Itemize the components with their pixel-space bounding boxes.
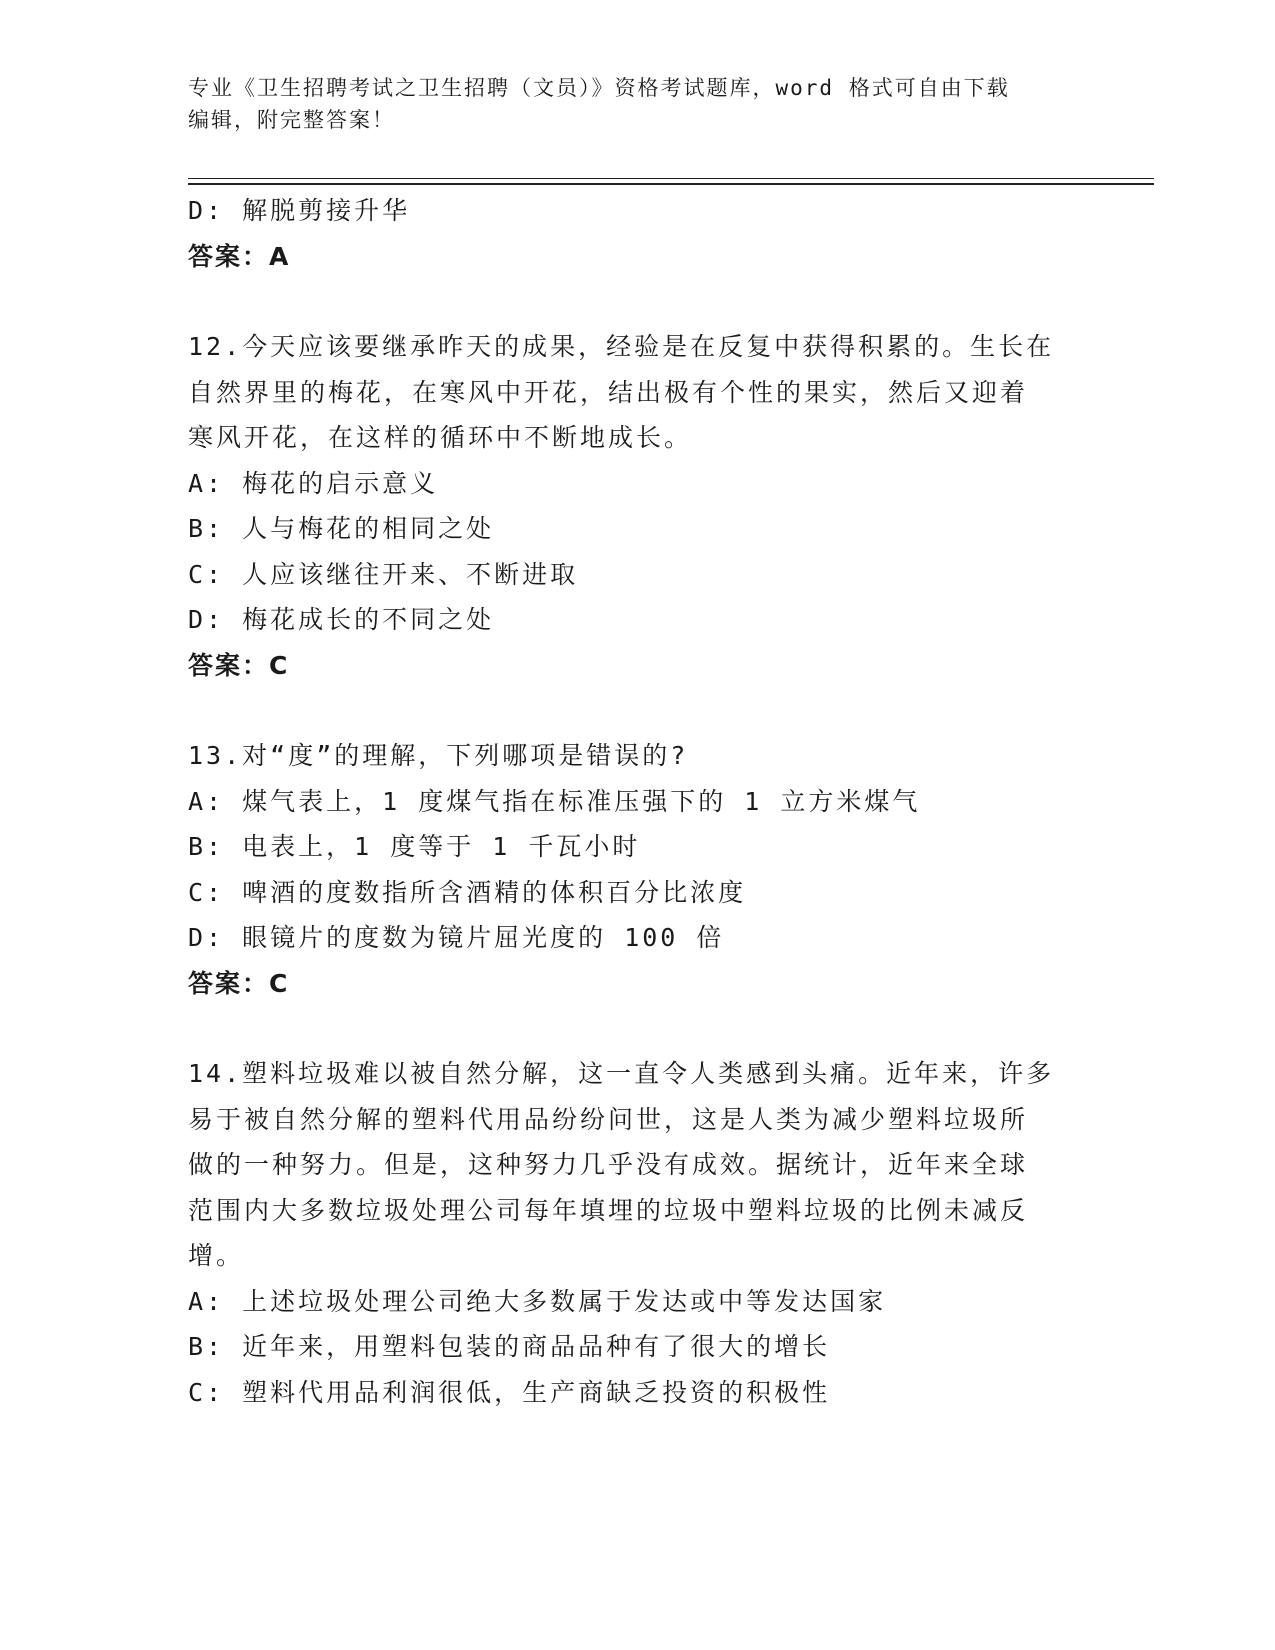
previous-question-tail — [188, 188, 1088, 279]
option-a: A: 上述垃圾处理公司绝大多数属于发达或中等发达国家 — [188, 1286, 887, 1316]
question-stem-line: 14.塑料垃圾难以被自然分解，这一直令人类感到头痛。近年来，许多 — [188, 1059, 1055, 1088]
question-stem-line: 增。 — [188, 1241, 245, 1270]
question-stem-line: 13.对“度”的理解，下列哪项是错误的? — [188, 741, 689, 770]
question-stem-line: 范围内大多数垃圾处理公司每年填埋的垃圾中塑料垃圾的比例未减反 — [188, 1195, 1029, 1225]
question-stem-line: 12.今天应该要继承昨天的成果，经验是在反复中获得积累的。生长在 — [188, 332, 1055, 361]
spacer — [188, 1006, 1088, 1051]
spacer — [188, 688, 1088, 733]
option-d: D: 眼镜片的度数为镜片屈光度的 100 倍 — [188, 923, 725, 952]
header-line-1: 专业《卫生招聘考试之卫生招聘（文员）》资格考试题库，word 格式可自由下载 — [188, 76, 1010, 100]
option-c: C: 塑料代用品利润很低，生产商缺乏投资的积极性 — [188, 1377, 831, 1407]
header-rule-thick — [188, 183, 1154, 185]
question-stem-line: 易于被自然分解的塑料代用品纷纷问世，这是人类为减少塑料垃圾所 — [188, 1104, 1029, 1134]
answer-line: 答案：A — [188, 241, 291, 271]
question-13 — [188, 733, 1088, 1006]
spacer — [188, 279, 1088, 324]
option-c: C: 啤酒的度数指所含酒精的体积百分比浓度 — [188, 877, 747, 907]
option-d: D: 梅花成长的不同之处 — [188, 605, 495, 634]
option-d: D: 解脱剪接升华 — [188, 196, 411, 225]
option-b: B: 电表上，1 度等于 1 千瓦小时 — [188, 832, 641, 861]
option-b: B: 人与梅花的相同之处 — [188, 514, 495, 543]
answer-line: 答案：C — [188, 650, 290, 680]
question-14 — [188, 1051, 1088, 1415]
header-line-2: 编辑，附完整答案！ — [188, 108, 395, 132]
option-a: A: 梅花的启示意义 — [188, 468, 439, 498]
document-header — [188, 72, 1088, 136]
header-rule-thin — [188, 178, 1154, 179]
question-stem-line: 寒风开花，在这样的循环中不断地成长。 — [188, 423, 693, 452]
question-stem-line: 自然界里的梅花，在寒风中开花，结出极有个性的果实，然后又迎着 — [188, 377, 1029, 407]
option-b: B: 近年来，用塑料包装的商品品种有了很大的增长 — [188, 1332, 831, 1361]
option-a: A: 煤气表上，1 度煤气指在标准压强下的 1 立方米煤气 — [188, 786, 921, 816]
question-stem-line: 做的一种努力。但是，这种努力几乎没有成效。据统计，近年来全球 — [188, 1150, 1029, 1179]
option-c: C: 人应该继往开来、不断进取 — [188, 559, 579, 589]
question-12 — [188, 324, 1088, 688]
answer-line: 答案：C — [188, 968, 290, 998]
question-content — [188, 188, 1088, 1415]
